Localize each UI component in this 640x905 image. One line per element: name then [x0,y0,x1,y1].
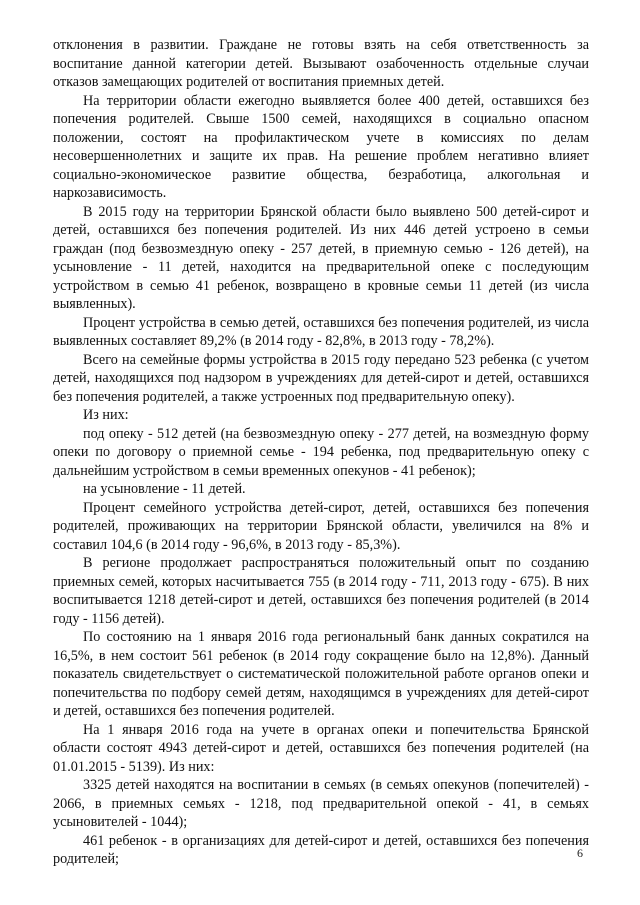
paragraph: Процент семейного устройства детей-сирот, детей, оставшихся без попечения родителей, проживающих на территории Брянской области, увеличился на 8% и составил 104,6 (в 2014 году - 96,6%, в 2013 году - 85,3%). [53,499,589,553]
paragraph: На территории области ежегодно выявляется более 400 детей, оставшихся без попечения родителей. Свыше 1500 семей, находящихся в социально опасном положении, состоят на профилактическом учете в комиссиях по делам несовершеннолетних и защите их прав. На решение проблем негативно влияет социально-экономическое развитие общества, безработица, алкогольная и наркозависимость. [53,92,589,201]
document-body [53,36,589,869]
paragraph: Всего на семейные формы устройства в 2015 году передано 523 ребенка (с учетом детей, находящихся под надзором в учреждениях для детей-сирот и детей, оставшихся без попечения родителей, а также устроенных под предварительную опеку). [53,351,589,405]
page-number: 6 [577,846,583,860]
list-item: на усыновление - 11 детей. [83,481,246,497]
list-item: 461 ребенок - в организациях для детей-сирот и детей, оставшихся без попечения родителей; [53,832,589,867]
paragraph-continuation: отклонения в развитии. Граждане не готовы взять на себя ответственность за воспитание данной категории детей. Вызывают озабоченность отдельные случаи отказов замещающих родителей от воспитания приемных детей. [53,37,589,90]
paragraph: Из них: [83,407,129,423]
paragraph: На 1 января 2016 года на учете в органах опеки и попечительства Брянской области состоят 4943 детей-сирот и детей, оставшихся без попечения родителей (на 01.01.2015 - 5139). Из них: [53,721,589,775]
list-item: 3325 детей находятся на воспитании в семьях (в семьях опекунов (попечителей) - 2066, в приемных семьях - 1218, под предварительной опекой - 41, в семьях усыновителей - 1044); [53,777,589,830]
paragraph: В регионе продолжает распространяться положительный опыт по созданию приемных семей, которых насчитывается 755 (в 2014 году - 711, 2013 году - 675). В них воспитывается 1218 детей-сирот и детей, оставшихся без попечения родителей (в 2014 году - 1156 детей). [53,555,589,627]
list-item: под опеку - 512 детей (на безвозмездную опеку - 277 детей, на возмездную форму опеки по договору о приемной семье - 194 ребенка, под предварительную опеку с дальнейшим устройством в семьи временных опекунов - 41 ребенок); [53,425,589,479]
paragraph: В 2015 году на территории Брянской области было выявлено 500 детей-сирот и детей, оставшихся без попечения родителей. Из них 446 детей устроено в семьи граждан (под безвозмездную опеку - 257 детей, в приемную семью - 126 детей), на усыновление - 11 детей, находится на предварительной опеке с последующим устройством в семью 41 ребенок, возвращено в кровные семьи 11 детей (из числа выявленных). [53,203,589,312]
paragraph: Процент устройства в семью детей, оставшихся без попечения родителей, из числа выявленных составляет 89,2% (в 2014 году - 82,8%, в 2013 году - 78,2%). [53,314,589,349]
paragraph: По состоянию на 1 января 2016 года региональный банк данных сократился на 16,5%, в нем состоит 561 ребенок (в 2014 году сокращение было на 12,8%). Данный показатель свидетельствует о систематической положительной работе органов опеки и попечительства по подбору семей детям, находящимся в учреждениях для детей-сирот и детей, оставшихся без попечения родителей. [53,629,589,719]
